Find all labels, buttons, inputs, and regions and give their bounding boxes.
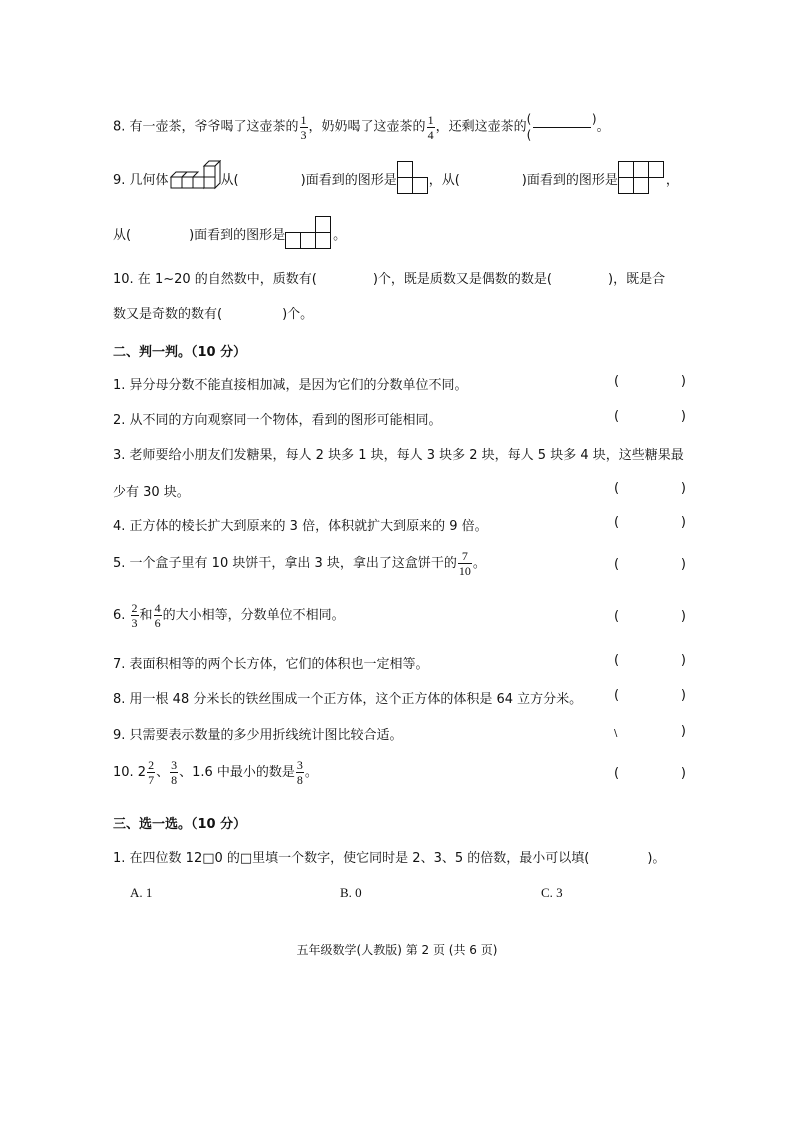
view-shape-1-icon xyxy=(397,161,429,195)
q10-text-a: 10. 在 1~20 的自然数中，质数有( xyxy=(113,272,317,287)
q8-text-pre: 8. 有一壶茶，爷爷喝了这壶茶的 xyxy=(113,119,299,135)
q8-text-post: ，还剩这壶茶的 xyxy=(435,119,527,135)
denominator: 4 xyxy=(427,127,434,142)
judge-item-1: 1. 异分母分数不能直接相加减，是因为它们的分数单位不同。 xyxy=(113,378,468,393)
judge-5-text: 5. 一个盒子里有 10 块饼干，拿出 3 块，拿出了这盒饼干的 xyxy=(113,556,457,571)
judge-item-9: 9. 只需要表示数量的多少用折线统计图比较合适。 xyxy=(113,728,403,743)
choice-question-1 xyxy=(113,847,665,866)
judge-item-6 xyxy=(113,602,345,629)
judge-item-5 xyxy=(113,550,486,577)
right-paren: ) xyxy=(680,557,686,572)
numerator: 4 xyxy=(154,601,161,615)
judge-6-mid: 和 xyxy=(139,608,153,623)
numerator: 3 xyxy=(296,758,303,772)
option-b[interactable]: B. 0 xyxy=(340,885,362,900)
numerator: 2 xyxy=(131,601,138,615)
left-paren: ( xyxy=(614,409,620,424)
judge-10-pre: 10. 2 xyxy=(113,765,147,780)
left-paren: ( xyxy=(614,609,620,624)
right-paren: ) xyxy=(680,609,686,624)
denominator: 10 xyxy=(458,564,471,578)
question-10-line-1 xyxy=(113,268,665,287)
left-paren: ( xyxy=(526,112,532,126)
fraction-two-thirds xyxy=(131,602,139,629)
right-paren: ) xyxy=(680,374,686,389)
left-paren: ( xyxy=(614,374,620,389)
numerator: 2 xyxy=(148,758,155,772)
option-c[interactable]: C. 3 xyxy=(541,885,563,900)
denominator: 3 xyxy=(300,127,307,142)
numerator: 7 xyxy=(461,549,468,563)
left-paren: ( xyxy=(614,481,620,496)
paren-mark: \ xyxy=(614,728,618,739)
left-paren: ( xyxy=(614,515,620,530)
fraction-four-sixths xyxy=(154,602,162,629)
separator: 、 xyxy=(156,765,170,780)
fraction-three-eighths-answer xyxy=(296,759,304,786)
fraction-seven-tenths xyxy=(458,550,472,577)
right-paren: ) xyxy=(680,688,686,703)
q9-end: 。 xyxy=(333,227,347,243)
judge-5-end: 。 xyxy=(472,556,486,571)
numerator: 1 xyxy=(427,112,434,127)
answer-blank-fraction[interactable] xyxy=(527,112,597,142)
choice-1-text: 1. 在四位数 12□0 的□里填一个数字，使它同时是 2、3、5 的倍数，最小可以填( xyxy=(113,851,590,866)
judge-item-7: 7. 表面积相等的两个长方体，它们的体积也一定相等。 xyxy=(113,657,429,672)
choice-1-end: )。 xyxy=(647,851,666,866)
view-shape-2-icon xyxy=(618,161,666,195)
right-paren: ) xyxy=(680,724,686,739)
judge-item-2: 2. 从不同的方向观察同一个物体，看到的图形可能相同。 xyxy=(113,413,442,428)
q10-text-e: )个。 xyxy=(282,307,314,322)
judge-item-4: 4. 正方体的棱长扩大到原来的 3 倍，体积就扩大到原来的 9 倍。 xyxy=(113,519,488,534)
question-8 xyxy=(113,112,610,142)
judge-6-post: 的大小相等，分数单位不相同。 xyxy=(162,608,345,623)
left-paren: ( xyxy=(614,688,620,703)
judge-item-3-cont: 少有 30 块。 xyxy=(113,485,190,500)
judge-item-10 xyxy=(113,759,318,786)
q8-end: 。 xyxy=(596,119,610,135)
left-paren: ( xyxy=(614,766,620,781)
fraction-two-sevenths xyxy=(147,759,155,786)
option-a[interactable]: A. 1 xyxy=(130,885,153,900)
right-paren: ) xyxy=(680,481,686,496)
left-paren: ( xyxy=(614,653,620,668)
q9-view-2: )面看到的图形是 xyxy=(521,172,618,188)
view-shape-3-icon xyxy=(285,216,333,250)
denominator: 8 xyxy=(171,773,178,787)
denominator: 6 xyxy=(154,616,161,630)
right-paren: ) xyxy=(680,409,686,424)
numerator: 3 xyxy=(171,758,178,772)
fraction-three-eighths xyxy=(170,759,178,786)
q10-text-b: )个，既是质数又是偶数的数是( xyxy=(372,272,553,287)
q10-text-c: )，既是合 xyxy=(608,272,666,287)
q9-from-1: 从( xyxy=(220,172,239,188)
right-paren: ) xyxy=(591,112,597,126)
denominator: 3 xyxy=(131,616,138,630)
right-paren: ) xyxy=(680,766,686,781)
q9-comma-1: ，从( xyxy=(428,172,460,188)
judge-6-pre: 6. xyxy=(113,608,130,623)
question-9-line-1 xyxy=(113,160,679,196)
right-paren: ) xyxy=(680,515,686,530)
page-footer: 五年级数学(人教版) 第 2 页 (共 6 页) xyxy=(296,943,498,957)
solid-figure-icon xyxy=(169,160,221,196)
right-paren: ) xyxy=(680,653,686,668)
left-paren: ( xyxy=(614,557,620,572)
q8-text-mid: ，奶奶喝了这壶茶的 xyxy=(308,119,426,135)
left-paren: ( xyxy=(526,128,532,142)
denominator: 7 xyxy=(148,773,155,787)
q9-view-3: )面看到的图形是 xyxy=(189,227,286,243)
section-3-title: 三、选一选。（10 分） xyxy=(113,817,247,832)
judge-item-3: 3. 老师要给小朋友们发糖果，每人 2 块多 1 块，每人 3 块多 2 块，每人 5 块多 4 块，这些糖果最 xyxy=(113,448,684,463)
fraction-one-third xyxy=(300,114,308,141)
numerator: 1 xyxy=(300,112,307,127)
judge-10-end: 。 xyxy=(304,765,318,780)
judge-10-mid: 、1.6 中最小的数是 xyxy=(179,765,295,780)
fraction-one-quarter xyxy=(427,114,435,141)
denominator: 8 xyxy=(296,773,303,787)
q10-text-d: 数又是奇数的数有( xyxy=(113,307,223,322)
fraction-bar xyxy=(533,127,591,128)
question-10-line-2 xyxy=(113,303,313,322)
q9-from-3: 从( xyxy=(113,227,132,243)
q9-comma-2: ， xyxy=(665,172,679,188)
judge-item-8: 8. 用一根 48 分米长的铁丝围成一个正方体，这个正方体的体积是 64 立方分米。 xyxy=(113,692,583,707)
q9-text-pre: 9. 几何体 xyxy=(113,172,169,188)
section-2-title: 二、判一判。（10 分） xyxy=(113,345,247,360)
q9-view-1: )面看到的图形是 xyxy=(300,172,397,188)
question-9-line-2 xyxy=(113,216,346,250)
